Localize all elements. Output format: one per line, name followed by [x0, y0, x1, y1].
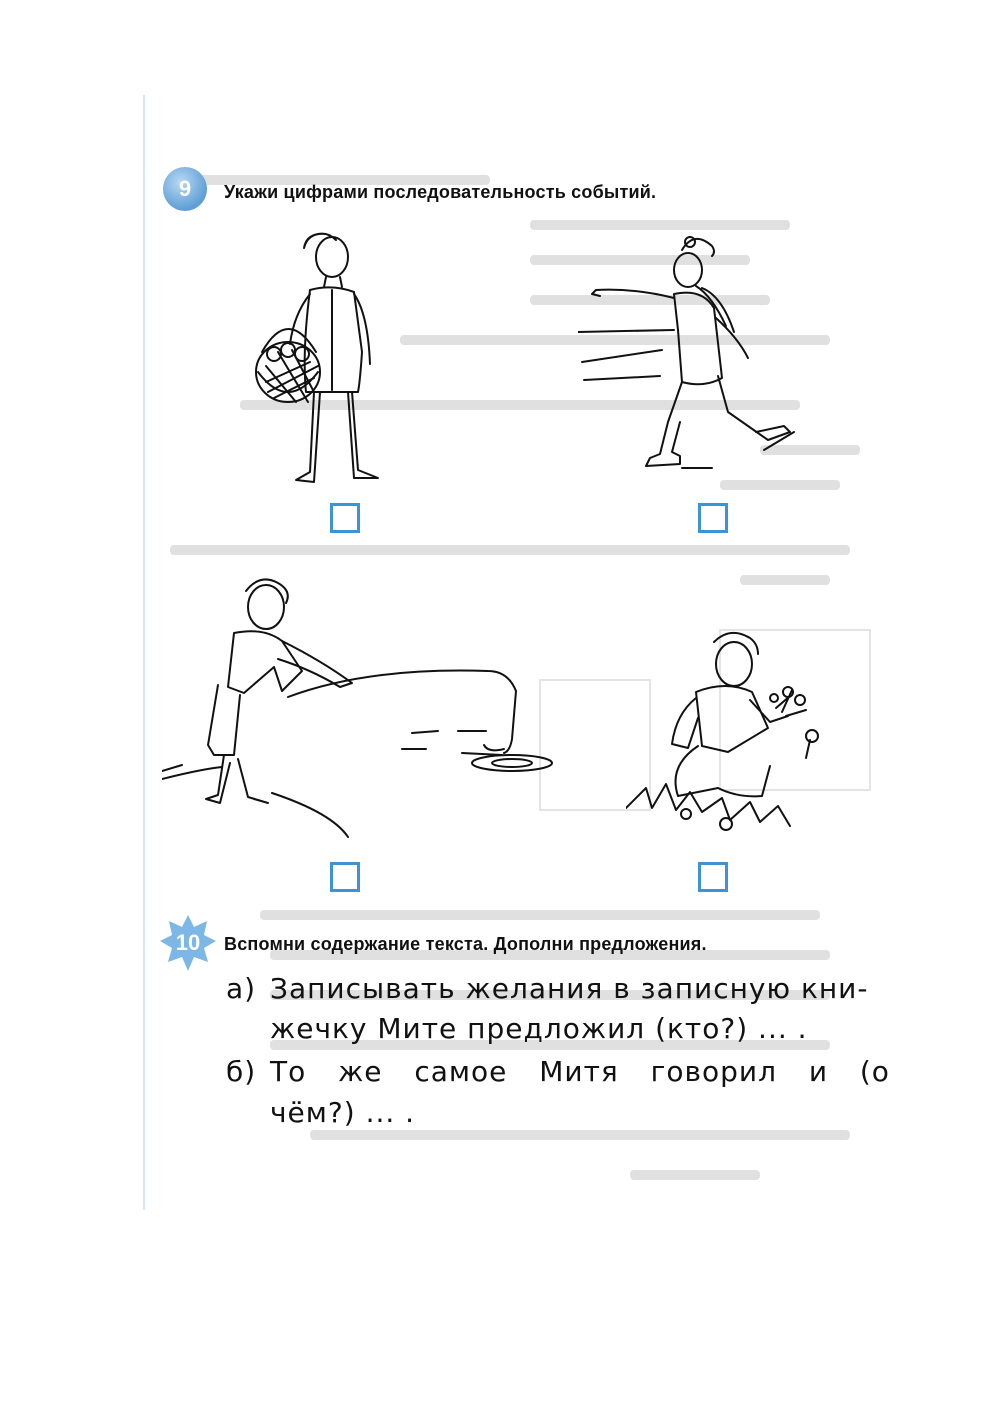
answer-box-3[interactable] [330, 862, 360, 892]
sentence-a-line-2 [226, 1012, 808, 1045]
task-9-number: 9 [178, 176, 192, 201]
sentence-a-marker: а) [226, 972, 257, 1005]
sentence-b-word: и [808, 1055, 829, 1088]
sentence-b-marker: б) [226, 1055, 257, 1088]
sentence-b-word: Митя [539, 1055, 619, 1088]
task-9-title: Укажи цифрами последовательность событий. [224, 182, 657, 202]
sentence-b-word: То [270, 1055, 307, 1088]
sentence-b-line-2 [226, 1096, 415, 1129]
boy-skating-picture [578, 236, 808, 486]
sentence-b-word: самое [414, 1055, 508, 1088]
sentence-b-text-1 [270, 1055, 890, 1088]
sentence-b-word: (о [859, 1055, 890, 1088]
sentence-b-word: же [338, 1055, 383, 1088]
sentence-b-text-2: чём?) ... . [270, 1096, 416, 1129]
task-10-badge [158, 913, 218, 973]
task-10-title: Вспомни содержание текста. Дополни предложения. [224, 934, 707, 954]
sentence-b-word: говорил [650, 1055, 777, 1088]
answer-box-2[interactable] [698, 503, 728, 533]
sentence-a-text-2: жечку Мите предложил (кто?) ... . [270, 1012, 808, 1045]
answer-box-4[interactable] [698, 862, 728, 892]
boy-with-basket-picture [248, 222, 398, 492]
boy-picking-flowers-picture [626, 628, 836, 848]
page-margin-line [143, 95, 145, 1210]
sentence-a-text-1: Записывать желания в записную кни- [270, 972, 869, 1005]
sentence-b-line-1 [226, 1055, 890, 1088]
boy-fishing-picture [162, 573, 562, 843]
sentence-a-line-1 [226, 972, 868, 1005]
answer-box-1[interactable] [330, 503, 360, 533]
task-10-number: 10 [175, 930, 201, 955]
task-9-badge [163, 167, 207, 211]
